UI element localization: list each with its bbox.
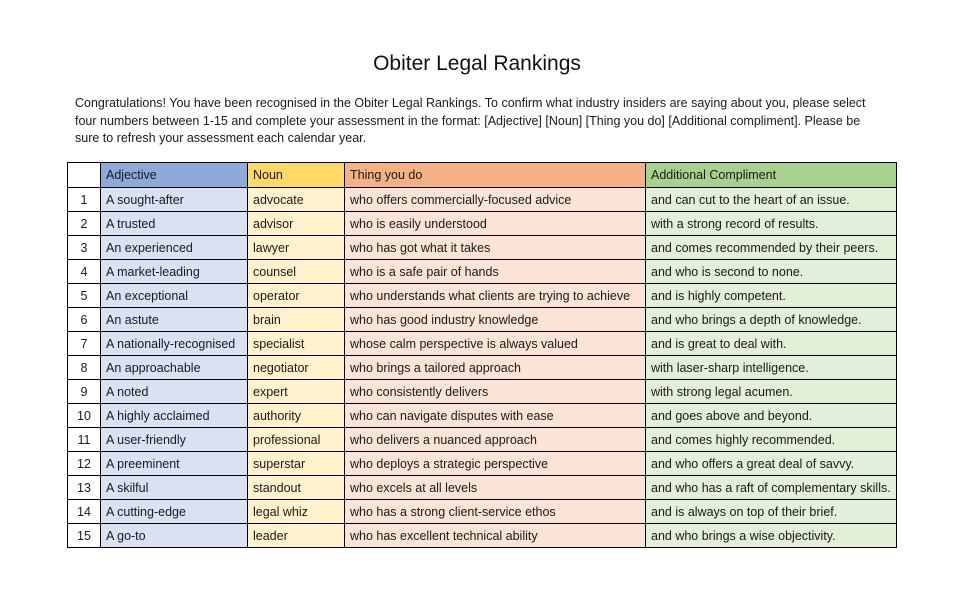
thing-you-do-cell: who has a strong client-service ethos — [345, 500, 646, 524]
row-number: 11 — [68, 428, 101, 452]
compliment-cell: and goes above and beyond. — [646, 404, 897, 428]
noun-cell: standout — [248, 476, 345, 500]
compliment-cell: with a strong record of results. — [646, 212, 897, 236]
row-number: 1 — [68, 188, 101, 212]
compliment-cell: and can cut to the heart of an issue. — [646, 188, 897, 212]
noun-cell: advisor — [248, 212, 345, 236]
adjective-cell: An exceptional — [101, 284, 248, 308]
row-number: 6 — [68, 308, 101, 332]
compliment-cell: and is great to deal with. — [646, 332, 897, 356]
adjective-cell: A noted — [101, 380, 248, 404]
adjective-cell: An astute — [101, 308, 248, 332]
adjective-cell: A market-leading — [101, 260, 248, 284]
thing-you-do-cell: who brings a tailored approach — [345, 356, 646, 380]
compliment-cell: and is highly competent. — [646, 284, 897, 308]
thing-you-do-cell: who offers commercially-focused advice — [345, 188, 646, 212]
adjective-cell: A trusted — [101, 212, 248, 236]
compliment-cell: and comes recommended by their peers. — [646, 236, 897, 260]
thing-you-do-cell: who can navigate disputes with ease — [345, 404, 646, 428]
table-row — [68, 524, 897, 548]
noun-cell: superstar — [248, 452, 345, 476]
noun-cell: expert — [248, 380, 345, 404]
row-number: 4 — [68, 260, 101, 284]
adjective-cell: A skilful — [101, 476, 248, 500]
adjective-cell: A cutting-edge — [101, 500, 248, 524]
table-row — [68, 236, 897, 260]
table-row — [68, 404, 897, 428]
compliment-cell: and who brings a depth of knowledge. — [646, 308, 897, 332]
noun-cell: operator — [248, 284, 345, 308]
thing-you-do-cell: who consistently delivers — [345, 380, 646, 404]
table-row — [68, 428, 897, 452]
table-body — [68, 188, 897, 548]
thing-you-do-cell: who is easily understood — [345, 212, 646, 236]
table-row — [68, 212, 897, 236]
adjective-cell: A nationally-recognised — [101, 332, 248, 356]
header-thing-you-do: Thing you do — [345, 163, 646, 188]
noun-cell: specialist — [248, 332, 345, 356]
header-adjective: Adjective — [101, 163, 248, 188]
row-number: 3 — [68, 236, 101, 260]
table-header-row — [68, 163, 897, 188]
row-number: 12 — [68, 452, 101, 476]
table-row — [68, 260, 897, 284]
compliment-cell: and comes highly recommended. — [646, 428, 897, 452]
thing-you-do-cell: who deploys a strategic perspective — [345, 452, 646, 476]
row-number: 2 — [68, 212, 101, 236]
adjective-cell: An approachable — [101, 356, 248, 380]
noun-cell: lawyer — [248, 236, 345, 260]
thing-you-do-cell: who delivers a nuanced approach — [345, 428, 646, 452]
thing-you-do-cell: who understands what clients are trying to achieve — [345, 284, 646, 308]
header-additional-compliment: Additional Compliment — [646, 163, 897, 188]
adjective-cell: A preeminent — [101, 452, 248, 476]
adjective-cell: A highly acclaimed — [101, 404, 248, 428]
thing-you-do-cell: who is a safe pair of hands — [345, 260, 646, 284]
compliment-cell: and who offers a great deal of savvy. — [646, 452, 897, 476]
noun-cell: brain — [248, 308, 345, 332]
table-row — [68, 284, 897, 308]
compliment-cell: with laser-sharp intelligence. — [646, 356, 897, 380]
noun-cell: legal whiz — [248, 500, 345, 524]
row-number: 7 — [68, 332, 101, 356]
table-row — [68, 188, 897, 212]
noun-cell: negotiator — [248, 356, 345, 380]
noun-cell: advocate — [248, 188, 345, 212]
intro-paragraph: Congratulations! You have been recognised in the Obiter Legal Rankings. To confirm what industry insiders are saying about you, please select four numbers between 1-15 and complete your assessment in the format: [Adjective] [Noun] [Thing you do] [Additional compliment]. Please be sure to refresh your assessment each calendar year. — [75, 96, 866, 145]
thing-you-do-cell: who excels at all levels — [345, 476, 646, 500]
adjective-cell: An experienced — [101, 236, 248, 260]
table-row — [68, 380, 897, 404]
thing-you-do-cell: who has excellent technical ability — [345, 524, 646, 548]
row-number: 13 — [68, 476, 101, 500]
row-number: 9 — [68, 380, 101, 404]
row-number: 8 — [68, 356, 101, 380]
table-row — [68, 356, 897, 380]
noun-cell: professional — [248, 428, 345, 452]
noun-cell: leader — [248, 524, 345, 548]
header-number — [68, 163, 101, 188]
table-row — [68, 308, 897, 332]
table-row — [68, 476, 897, 500]
table-row — [68, 332, 897, 356]
thing-you-do-cell: whose calm perspective is always valued — [345, 332, 646, 356]
compliment-cell: and who has a raft of complementary skills. — [646, 476, 897, 500]
row-number: 5 — [68, 284, 101, 308]
compliment-cell: and who is second to none. — [646, 260, 897, 284]
table-row — [68, 452, 897, 476]
thing-you-do-cell: who has good industry knowledge — [345, 308, 646, 332]
row-number: 14 — [68, 500, 101, 524]
compliment-cell: and is always on top of their brief. — [646, 500, 897, 524]
thing-you-do-cell: who has got what it takes — [345, 236, 646, 260]
row-number: 15 — [68, 524, 101, 548]
compliment-cell: and who brings a wise objectivity. — [646, 524, 897, 548]
table-row — [68, 500, 897, 524]
header-noun: Noun — [248, 163, 345, 188]
rankings-table — [67, 162, 897, 548]
compliment-cell: with strong legal acumen. — [646, 380, 897, 404]
adjective-cell: A user-friendly — [101, 428, 248, 452]
page-title: Obiter Legal Rankings — [373, 52, 581, 75]
row-number: 10 — [68, 404, 101, 428]
adjective-cell: A go-to — [101, 524, 248, 548]
noun-cell: authority — [248, 404, 345, 428]
noun-cell: counsel — [248, 260, 345, 284]
adjective-cell: A sought-after — [101, 188, 248, 212]
